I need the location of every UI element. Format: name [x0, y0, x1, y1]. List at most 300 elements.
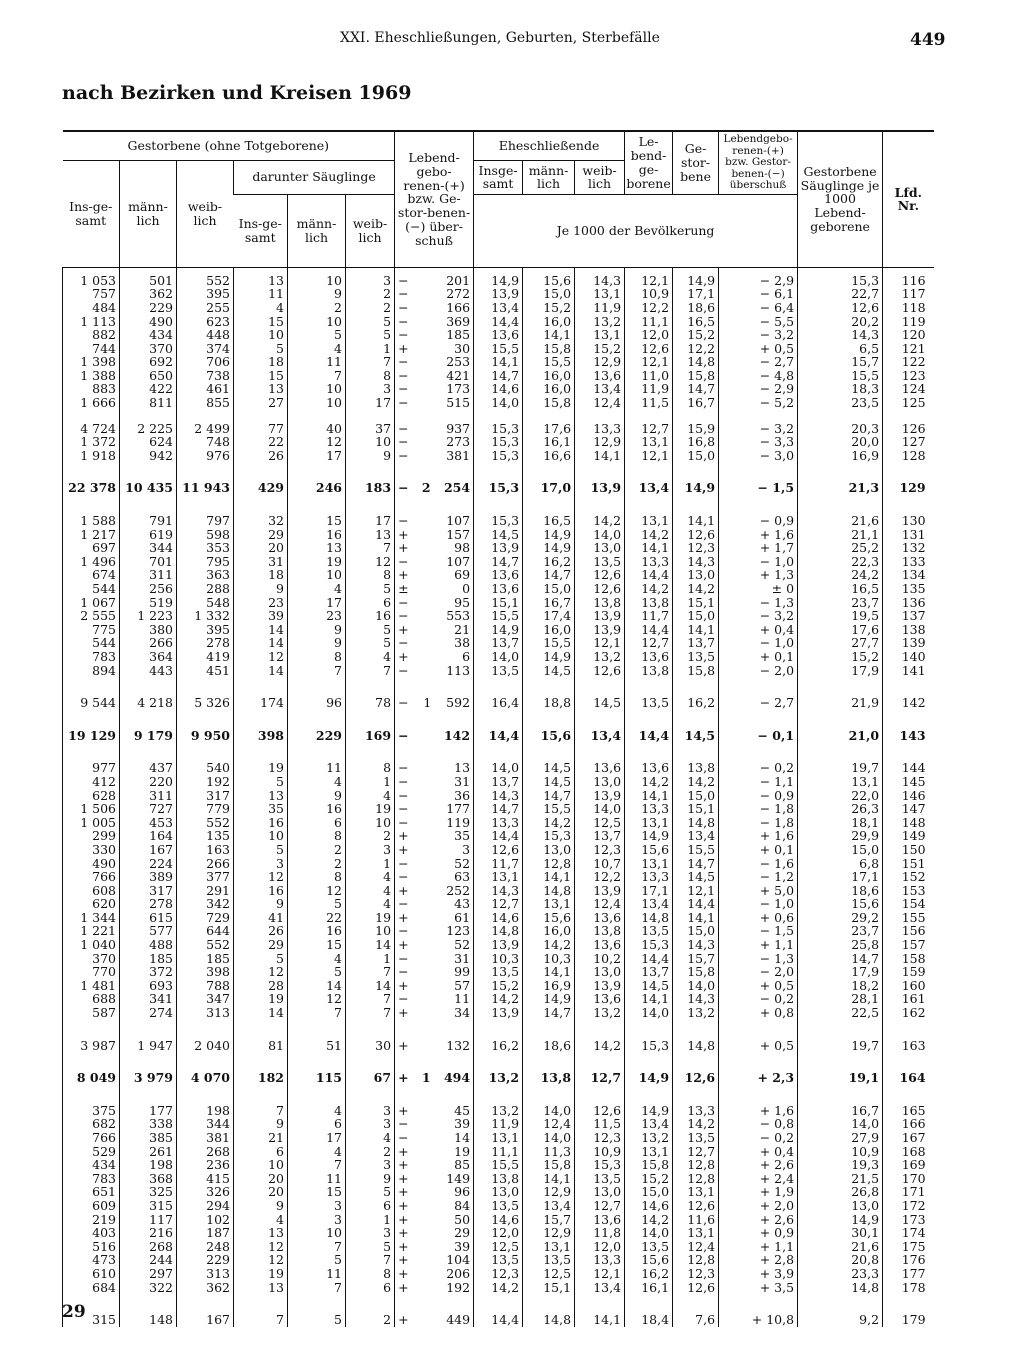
table-cell: 2	[346, 301, 395, 315]
table-cell: 19	[234, 761, 288, 775]
spacer-row	[63, 462, 934, 481]
lfd-nr-cell: 154	[883, 897, 934, 911]
lfd-nr-cell: 117	[883, 287, 934, 301]
table-cell: 4	[288, 342, 346, 356]
table-row	[63, 829, 934, 843]
table-cell: 13,9	[474, 287, 523, 301]
table-cell: 1 053	[63, 267, 120, 287]
table-cell: 13,1	[625, 1145, 673, 1159]
table-cell: 14,3	[798, 328, 883, 342]
table-cell: 13,4	[625, 897, 673, 911]
table-cell: 766	[63, 1131, 120, 1145]
table-cell: 4	[288, 582, 346, 596]
table-cell: 783	[63, 650, 120, 664]
table-cell: 77	[234, 422, 288, 436]
table-row	[63, 1281, 934, 1295]
table-cell: 13	[234, 1281, 288, 1295]
saldo-cell	[395, 1240, 474, 1254]
table-cell: 15,2	[673, 328, 719, 342]
table-row	[63, 843, 934, 857]
saldo-sign: +	[398, 1170, 409, 1186]
saldo-sign: −	[398, 727, 409, 743]
saldo-value: 11	[454, 991, 471, 1007]
saldo-cell	[395, 435, 474, 449]
table-cell: 16,1	[625, 1281, 673, 1295]
table-cell: 16	[234, 884, 288, 898]
table-cell: 682	[63, 1117, 120, 1131]
saldo-cell	[395, 514, 474, 528]
table-cell: 342	[177, 897, 234, 911]
table-cell: 78	[346, 696, 395, 710]
table-cell: 229	[288, 729, 346, 743]
table-cell: 2	[288, 857, 346, 871]
table-cell: 5	[288, 897, 346, 911]
table-row	[63, 449, 934, 463]
table-row	[63, 435, 934, 449]
table-cell: 791	[120, 514, 177, 528]
table-cell: 473	[63, 1253, 120, 1267]
table-cell: 167	[120, 843, 177, 857]
table-cell: 13,6	[625, 761, 673, 775]
saldo-sign: −	[398, 662, 409, 678]
table-cell: 623	[177, 315, 234, 329]
table-cell: 398	[234, 729, 288, 743]
saldo-sign: +	[398, 1312, 409, 1328]
lfd-nr-cell: 131	[883, 528, 934, 542]
table-cell: 650	[120, 369, 177, 383]
table-cell: 1 221	[63, 924, 120, 938]
table-cell: 13,6	[575, 992, 625, 1006]
table-cell: 12,6	[575, 1104, 625, 1118]
table-cell: 14,7	[523, 789, 575, 803]
lfd-nr-cell: 152	[883, 870, 934, 884]
table-cell: 13,6	[575, 911, 625, 925]
table-cell: 14,1	[523, 328, 575, 342]
lfd-nr-cell: 144	[883, 761, 934, 775]
table-cell: 608	[63, 884, 120, 898]
table-cell: − 3,2	[719, 609, 798, 623]
table-cell: 1 947	[120, 1039, 177, 1053]
table-cell: 12	[346, 555, 395, 569]
table-cell: 14,3	[575, 267, 625, 287]
table-cell: 19,3	[798, 1158, 883, 1172]
table-cell: 248	[177, 1240, 234, 1254]
table-cell: 2 499	[177, 422, 234, 436]
table-cell: 706	[177, 355, 234, 369]
lfd-nr-cell: 150	[883, 843, 934, 857]
table-cell: − 1,5	[719, 481, 798, 495]
table-cell: 14,0	[673, 979, 719, 993]
saldo-cell	[395, 775, 474, 789]
table-cell: 544	[63, 636, 120, 650]
table-cell: 14,1	[625, 789, 673, 803]
table-cell: 12,4	[673, 1240, 719, 1254]
table-cell: 29	[234, 938, 288, 952]
saldo-cell	[395, 1253, 474, 1267]
ehe-maennlich-header: männ-lich	[523, 161, 575, 195]
table-cell: 255	[177, 301, 234, 315]
table-cell: 4	[234, 301, 288, 315]
table-cell: + 0,8	[719, 1006, 798, 1020]
table-cell: 13,4	[474, 301, 523, 315]
table-cell: 12,2	[673, 342, 719, 356]
table-cell: 13,1	[575, 287, 625, 301]
table-cell: 15,0	[673, 924, 719, 938]
table-cell: 385	[120, 1131, 177, 1145]
table-cell: 17,6	[523, 422, 575, 436]
table-cell: 21,9	[798, 696, 883, 710]
table-cell: 14,7	[673, 382, 719, 396]
saldo-value: 63	[454, 869, 471, 885]
table-cell: 19 129	[63, 729, 120, 743]
table-cell: 21,6	[798, 514, 883, 528]
saldo-value: 201	[446, 272, 471, 288]
table-cell: 9	[234, 582, 288, 596]
saldo-value: 45	[454, 1102, 471, 1118]
table-row	[63, 884, 934, 898]
lfd-nr-cell: 134	[883, 568, 934, 582]
table-cell: 22 378	[63, 481, 120, 495]
table-cell: 322	[120, 1281, 177, 1295]
saldo-value: 142	[443, 727, 471, 743]
table-cell: 115	[288, 1071, 346, 1085]
table-cell: 4	[346, 870, 395, 884]
table-cell: 9 544	[63, 696, 120, 710]
saldo-sign: +	[398, 1157, 409, 1173]
table-cell: 12,3	[575, 1131, 625, 1145]
table-cell: 192	[177, 775, 234, 789]
table-cell: 4	[346, 897, 395, 911]
saldo-value: 52	[454, 855, 471, 871]
table-cell: 325	[120, 1185, 177, 1199]
table-cell: 389	[120, 870, 177, 884]
table-cell: 14,9	[523, 650, 575, 664]
table-cell: 13,9	[575, 609, 625, 623]
table-row	[63, 609, 934, 623]
table-cell: 21,3	[798, 481, 883, 495]
table-row	[63, 1117, 934, 1131]
table-cell: ± 0	[719, 582, 798, 596]
table-cell: 294	[177, 1199, 234, 1213]
saldo-cell	[395, 843, 474, 857]
table-cell: 13,4	[575, 1281, 625, 1295]
table-cell: 12,4	[523, 1117, 575, 1131]
saldo-sign: +	[398, 621, 409, 637]
table-cell: 11,7	[625, 609, 673, 623]
table-cell: 14,3	[673, 555, 719, 569]
table-cell: 544	[63, 582, 120, 596]
table-cell: 5	[346, 582, 395, 596]
table-cell: 216	[120, 1226, 177, 1240]
saldo-value: 185	[446, 327, 471, 343]
table-cell: 13,9	[575, 979, 625, 993]
table-cell: 552	[177, 816, 234, 830]
table-cell: 14,6	[474, 1213, 523, 1227]
table-cell: 364	[120, 650, 177, 664]
table-cell: 13,1	[798, 775, 883, 789]
table-cell: 7	[234, 1313, 288, 1327]
table-cell: 12,3	[474, 1267, 523, 1281]
table-cell: 14,2	[575, 1039, 625, 1053]
table-cell: 15,2	[625, 1172, 673, 1186]
table-row	[63, 342, 934, 356]
table-cell: 14,0	[474, 396, 523, 410]
lfd-nr-cell: 165	[883, 1104, 934, 1118]
table-row	[63, 1313, 934, 1327]
table-row	[63, 1131, 934, 1145]
table-cell: 12,6	[673, 1281, 719, 1295]
table-cell: 1 506	[63, 802, 120, 816]
table-cell: 727	[120, 802, 177, 816]
table-cell: 19	[346, 911, 395, 925]
table-cell: 14,0	[575, 528, 625, 542]
table-cell: 13,5	[523, 1253, 575, 1267]
table-cell: 14	[234, 664, 288, 678]
table-cell: 12,4	[575, 897, 625, 911]
saldo-cell	[395, 696, 474, 710]
table-row	[63, 802, 934, 816]
table-cell: 81	[234, 1039, 288, 1053]
table-cell: 16	[288, 924, 346, 938]
saldo-value: 84	[454, 1197, 471, 1213]
table-cell: 15,3	[474, 449, 523, 463]
saldo-sign: −	[398, 964, 409, 980]
table-cell: 18,6	[798, 884, 883, 898]
table-cell: 14,7	[673, 857, 719, 871]
table-cell: 15	[234, 315, 288, 329]
saldo-value: 57	[454, 977, 471, 993]
saldo-sign: +	[398, 882, 409, 898]
table-cell: 244	[120, 1253, 177, 1267]
table-cell: 624	[120, 435, 177, 449]
table-cell: 1 372	[63, 435, 120, 449]
table-cell: 37	[346, 422, 395, 436]
table-cell: 17	[288, 449, 346, 463]
table-cell: 15,0	[798, 843, 883, 857]
saldo-value: 449	[446, 1312, 471, 1328]
lfd-nr-cell: 145	[883, 775, 934, 789]
table-cell: 674	[63, 568, 120, 582]
saldo-value: 52	[454, 937, 471, 953]
table-cell: + 5,0	[719, 884, 798, 898]
table-cell: 19,7	[798, 761, 883, 775]
lfd-nr-cell: 155	[883, 911, 934, 925]
table-cell: 347	[177, 992, 234, 1006]
table-cell: 15,6	[523, 729, 575, 743]
saldo-value: 39	[454, 1238, 471, 1254]
saldo-cell	[395, 664, 474, 678]
table-cell: 13,8	[523, 1071, 575, 1085]
saldo-value: 206	[446, 1265, 471, 1281]
saldo-cell	[395, 1213, 474, 1227]
table-cell: 14	[234, 636, 288, 650]
table-row	[63, 1006, 934, 1020]
table-cell: 13,1	[625, 816, 673, 830]
table-cell: 135	[177, 829, 234, 843]
table-cell: 17,0	[523, 481, 575, 495]
lfd-nr-cell: 177	[883, 1267, 934, 1281]
table-cell: 7	[288, 1158, 346, 1172]
table-cell: 14,5	[625, 979, 673, 993]
table-cell: 14,3	[474, 789, 523, 803]
table-cell: 10,9	[575, 1145, 625, 1159]
saldo-value: 50	[454, 1211, 471, 1227]
table-cell: 12,0	[575, 1240, 625, 1254]
saldo-cell	[395, 897, 474, 911]
table-cell: 16,5	[798, 582, 883, 596]
saldo-cell	[395, 382, 474, 396]
table-cell: 27,7	[798, 636, 883, 650]
table-cell: 10,3	[474, 952, 523, 966]
table-cell: 7	[346, 992, 395, 1006]
table-cell: 39	[234, 609, 288, 623]
spacer-row	[63, 1052, 934, 1071]
table-cell: 12	[234, 870, 288, 884]
table-cell: 13,3	[625, 870, 673, 884]
table-cell: 419	[177, 650, 234, 664]
table-cell: 15,0	[673, 449, 719, 463]
table-cell: + 3,5	[719, 1281, 798, 1295]
table-row	[63, 267, 934, 287]
table-cell: 775	[63, 623, 120, 637]
table-cell: − 1,8	[719, 802, 798, 816]
saldo-cell	[395, 884, 474, 898]
table-cell: 13,8	[575, 596, 625, 610]
table-cell: 701	[120, 555, 177, 569]
saldo-sign: −	[398, 787, 409, 803]
table-row	[63, 775, 934, 789]
table-cell: 13,9	[575, 884, 625, 898]
saldo-sign: +	[398, 1102, 409, 1118]
table-cell: 14,9	[798, 1213, 883, 1227]
lfd-nr-cell: 163	[883, 1039, 934, 1053]
saldo-sign: +	[398, 841, 409, 857]
table-cell: 6,8	[798, 857, 883, 871]
lfd-nr-cell: 138	[883, 623, 934, 637]
table-cell: 13,7	[474, 636, 523, 650]
spacer-row	[63, 742, 934, 761]
lfd-nr-cell: 159	[883, 965, 934, 979]
table-cell: 380	[120, 623, 177, 637]
table-cell: 484	[63, 301, 120, 315]
table-cell: 11,3	[523, 1145, 575, 1159]
table-cell: 29,9	[798, 829, 883, 843]
table-cell: − 0,2	[719, 992, 798, 1006]
saldo-cell	[395, 623, 474, 637]
table-cell: + 2,4	[719, 1172, 798, 1186]
saldo-value: 272	[446, 286, 471, 302]
table-cell: 13,3	[673, 1104, 719, 1118]
table-cell: 15,8	[673, 965, 719, 979]
saldo-sign: −	[398, 923, 409, 939]
table-cell: 3	[346, 1158, 395, 1172]
table-cell: 13,6	[474, 568, 523, 582]
lfd-nr-cell: 161	[883, 992, 934, 1006]
table-row	[63, 816, 934, 830]
table-cell: 6	[288, 816, 346, 830]
table-cell: 14,1	[673, 514, 719, 528]
table-cell: 12	[288, 992, 346, 1006]
table-cell: 6	[346, 596, 395, 610]
saldo-sign: +	[398, 1005, 409, 1021]
table-cell: 448	[177, 328, 234, 342]
table-body	[63, 267, 934, 1327]
table-cell: 15,1	[474, 596, 523, 610]
table-cell: + 0,4	[719, 1145, 798, 1159]
table-row	[63, 857, 934, 871]
table-cell: 5	[234, 342, 288, 356]
table-cell: 35	[234, 802, 288, 816]
spacer-row	[63, 410, 934, 422]
table-cell: 10,7	[575, 857, 625, 871]
table-cell: + 1,6	[719, 1104, 798, 1118]
table-cell: 2	[346, 829, 395, 843]
table-cell: 26,8	[798, 1185, 883, 1199]
table-cell: 16,7	[798, 1104, 883, 1118]
table-cell: 8 049	[63, 1071, 120, 1085]
table-cell: 8	[288, 650, 346, 664]
table-cell: 12,7	[625, 422, 673, 436]
table-cell: 148	[120, 1313, 177, 1327]
saldo-rate-header: Lebendgebo-renen-(+) bzw. Gestor-benen-(−) überschuß	[719, 131, 798, 194]
saeugl-weiblich-header: weib-lich	[346, 194, 395, 267]
table-cell: 12,6	[575, 664, 625, 678]
table-cell: − 0,8	[719, 1117, 798, 1131]
table-row	[63, 897, 934, 911]
table-cell: 490	[120, 315, 177, 329]
saldo-cell	[395, 342, 474, 356]
saldo-sign: −	[398, 381, 409, 397]
table-cell: 12,4	[575, 396, 625, 410]
table-row	[63, 315, 934, 329]
table-cell: 15,2	[798, 650, 883, 664]
table-cell: 1 223	[120, 609, 177, 623]
table-cell: 693	[120, 979, 177, 993]
table-cell: − 1,6	[719, 857, 798, 871]
table-cell: 7	[288, 1281, 346, 1295]
saldo-cell	[395, 1172, 474, 1186]
table-cell: 7	[346, 664, 395, 678]
table-cell: 22,5	[798, 1006, 883, 1020]
table-cell: 14,4	[625, 952, 673, 966]
table-cell: 14,8	[625, 911, 673, 925]
table-cell: 13	[234, 1226, 288, 1240]
table-row	[63, 992, 934, 1006]
table-cell: 453	[120, 816, 177, 830]
table-cell: 10	[288, 382, 346, 396]
table-cell: 15,5	[523, 636, 575, 650]
table-cell: 11	[288, 1172, 346, 1186]
table-cell: 18	[234, 355, 288, 369]
table-cell: 7	[346, 1006, 395, 1020]
saeugl-insgesamt-header: Ins-ge-samt	[234, 194, 288, 267]
table-row	[63, 1104, 934, 1118]
table-cell: 13,4	[625, 1117, 673, 1131]
table-cell: 23,3	[798, 1267, 883, 1281]
saldo-sign: −	[398, 594, 409, 610]
saldo-sign: −	[398, 635, 409, 651]
table-cell: 11,9	[474, 1117, 523, 1131]
table-cell: 13,9	[575, 481, 625, 495]
table-cell: 10	[288, 267, 346, 287]
table-cell: 8	[346, 1267, 395, 1281]
lfd-nr-cell: 126	[883, 422, 934, 436]
table-cell: 13,9	[474, 541, 523, 555]
saldo-sign: +	[398, 1197, 409, 1213]
table-cell: 644	[177, 924, 234, 938]
table-cell: 236	[177, 1158, 234, 1172]
table-cell: 17,1	[673, 287, 719, 301]
